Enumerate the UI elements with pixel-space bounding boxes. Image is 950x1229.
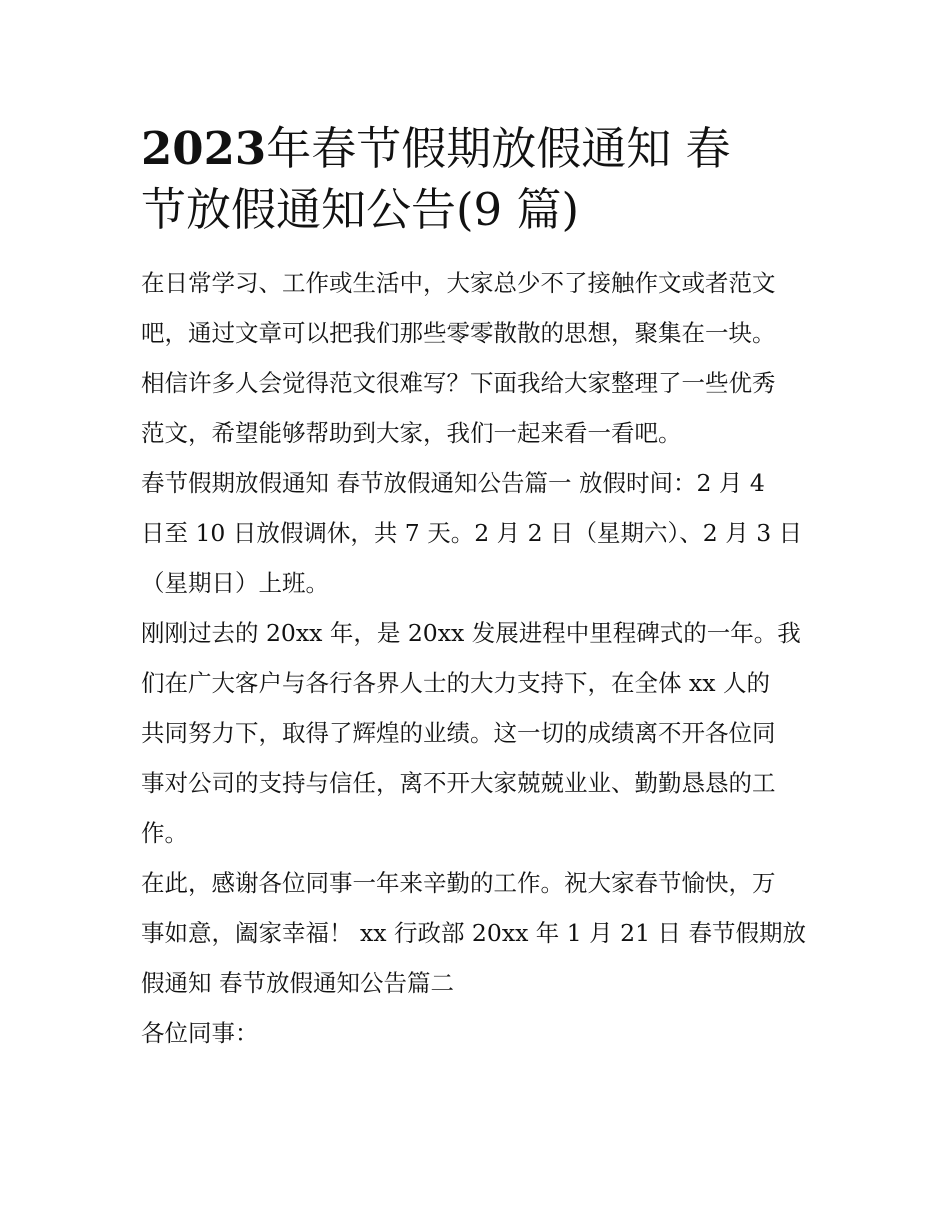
paragraph-holiday-schedule [141, 458, 821, 608]
document-title [141, 118, 821, 240]
paragraph-thanks [141, 858, 821, 1008]
text-line: 事如意，阖家幸福！ xx 行政部 20xx 年 1 月 21 日 春节假期放 [141, 919, 806, 947]
text-line: 刚刚过去的 20xx 年，是 20xx 发展进程中里程碑式的一年。我 [141, 619, 801, 647]
text-line: 相信许多人会觉得范文很难写？下面我给大家整理了一些优秀 [141, 369, 776, 397]
text-line: 春节假期放假通知 春节放假通知公告篇一 放假时间：2 月 4 [141, 469, 765, 497]
title-line-1 [141, 118, 821, 179]
title-line-2: 节放假通知公告(9 篇) [141, 183, 580, 236]
title-line-1-text: 年春节假期放假通知 春 [266, 122, 731, 175]
text-line: 假通知 春节放假通知公告篇二 [141, 969, 454, 997]
text-line: 范文，希望能够帮助到大家，我们一起来看一看吧。 [141, 419, 682, 447]
text-line: 在此，感谢各位同事一年来辛勤的工作。祝大家春节愉快，万 [141, 869, 776, 897]
title-year: 2023 [141, 122, 267, 175]
text-line: 事对公司的支持与信任，离不开大家兢兢业业、勤勤恳恳的工 [141, 769, 776, 797]
text-line: 在日常学习、工作或生活中，大家总少不了接触作文或者范文 [141, 269, 776, 297]
text-line: 共同努力下，取得了辉煌的业绩。这一切的成绩离不开各位同 [141, 719, 776, 747]
text-line: 日至 10 日放假调休，共 7 天。2 月 2 日（星期六）、2 月 3 日 [141, 519, 803, 547]
text-line: 吧，通过文章可以把我们那些零零散散的思想，聚集在一块。 [141, 319, 776, 347]
paragraph-intro [141, 258, 821, 458]
text-line: 各位同事： [141, 1019, 259, 1047]
text-line: （星期日）上班。 [141, 569, 329, 597]
paragraph-year-review [141, 608, 821, 858]
text-line: 作。 [141, 819, 188, 847]
paragraph-salutation [141, 1008, 821, 1058]
text-line: 们在广大客户与各行各界人士的大力支持下，在全体 xx 人的 [141, 669, 770, 697]
document-body [141, 118, 821, 1058]
